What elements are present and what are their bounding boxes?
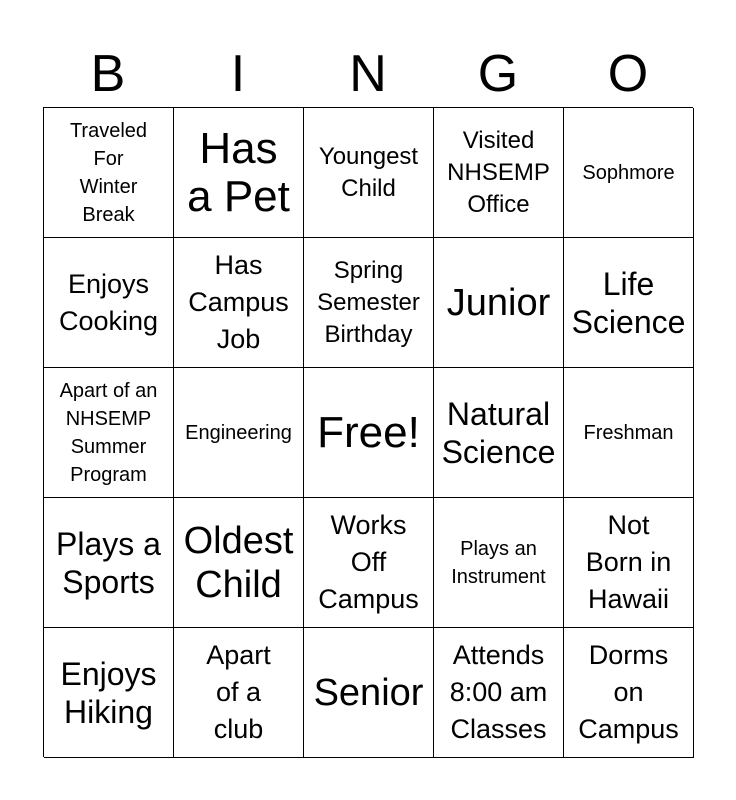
bingo-cell-text: Enjoys Hiking	[60, 655, 157, 730]
bingo-cell[interactable]	[304, 108, 434, 238]
bingo-cell[interactable]	[174, 238, 304, 368]
bingo-cell[interactable]	[44, 498, 174, 628]
bingo-cell-text: Engineering	[185, 421, 292, 444]
bingo-cell-text: Plays an Instrument	[451, 537, 546, 588]
bingo-cell-text: Junior	[446, 281, 551, 324]
bingo-cell-text: Works Off Campus	[318, 510, 419, 614]
bingo-cell[interactable]	[434, 498, 564, 628]
bingo-cell[interactable]	[564, 238, 694, 368]
bingo-cell[interactable]	[174, 498, 304, 628]
header-letter-g: G	[477, 45, 519, 103]
header-letter-n: N	[349, 45, 387, 103]
header-letter-o: O	[607, 45, 649, 103]
bingo-cell[interactable]	[434, 628, 564, 758]
bingo-cell[interactable]	[174, 368, 304, 498]
bingo-cell-text: Oldest Child	[183, 519, 294, 606]
bingo-cell-text: Youngest Child	[318, 142, 419, 202]
bingo-card-grid	[43, 107, 693, 757]
bingo-cell-text: Sophmore	[582, 161, 675, 184]
bingo-cell-text: Visited NHSEMP Office	[447, 126, 550, 218]
bingo-cell[interactable]	[174, 108, 304, 238]
header-letter-i: I	[230, 45, 246, 103]
bingo-cell[interactable]	[434, 368, 564, 498]
bingo-cell-text: Apart of an NHSEMP Summer Program	[59, 379, 158, 486]
bingo-cell-text: Enjoys Cooking	[58, 268, 159, 336]
bingo-cell[interactable]	[44, 108, 174, 238]
bingo-cell-text: Dorms on Campus	[578, 640, 679, 744]
bingo-cell[interactable]	[434, 238, 564, 368]
bingo-cell[interactable]	[174, 628, 304, 758]
bingo-header	[43, 40, 693, 108]
bingo-cell[interactable]	[564, 498, 694, 628]
header-letter-b: B	[90, 45, 126, 103]
bingo-cell[interactable]	[304, 628, 434, 758]
free-space-text: Free!	[317, 407, 420, 457]
bingo-cell-text: Plays a Sports	[56, 525, 161, 600]
bingo-cell[interactable]	[564, 368, 694, 498]
bingo-cell-text: Natural Science	[441, 395, 556, 470]
bingo-cell[interactable]	[304, 238, 434, 368]
bingo-cell-text: Freshman	[583, 421, 674, 444]
bingo-cell[interactable]	[434, 108, 564, 238]
bingo-cell[interactable]	[304, 498, 434, 628]
free-space-cell[interactable]	[304, 368, 434, 498]
bingo-cell-text: Has a Pet	[187, 123, 290, 221]
bingo-cell-text: Life Science	[571, 265, 686, 340]
bingo-cell[interactable]	[564, 108, 694, 238]
bingo-cell-text: Senior	[313, 671, 424, 714]
bingo-cell-text: Traveled For Winter Break	[69, 119, 148, 226]
bingo-cell-text: Has Campus Job	[188, 250, 289, 354]
bingo-cell[interactable]	[44, 368, 174, 498]
bingo-cell[interactable]	[44, 628, 174, 758]
bingo-cell[interactable]	[44, 238, 174, 368]
bingo-cell-text: Attends 8:00 am Classes	[449, 640, 548, 744]
bingo-cell-text: Not Born in Hawaii	[585, 510, 672, 614]
bingo-cell-text: Spring Semester Birthday	[317, 256, 420, 348]
bingo-cell[interactable]	[564, 628, 694, 758]
bingo-cell-text: Apart of a club	[206, 640, 271, 744]
